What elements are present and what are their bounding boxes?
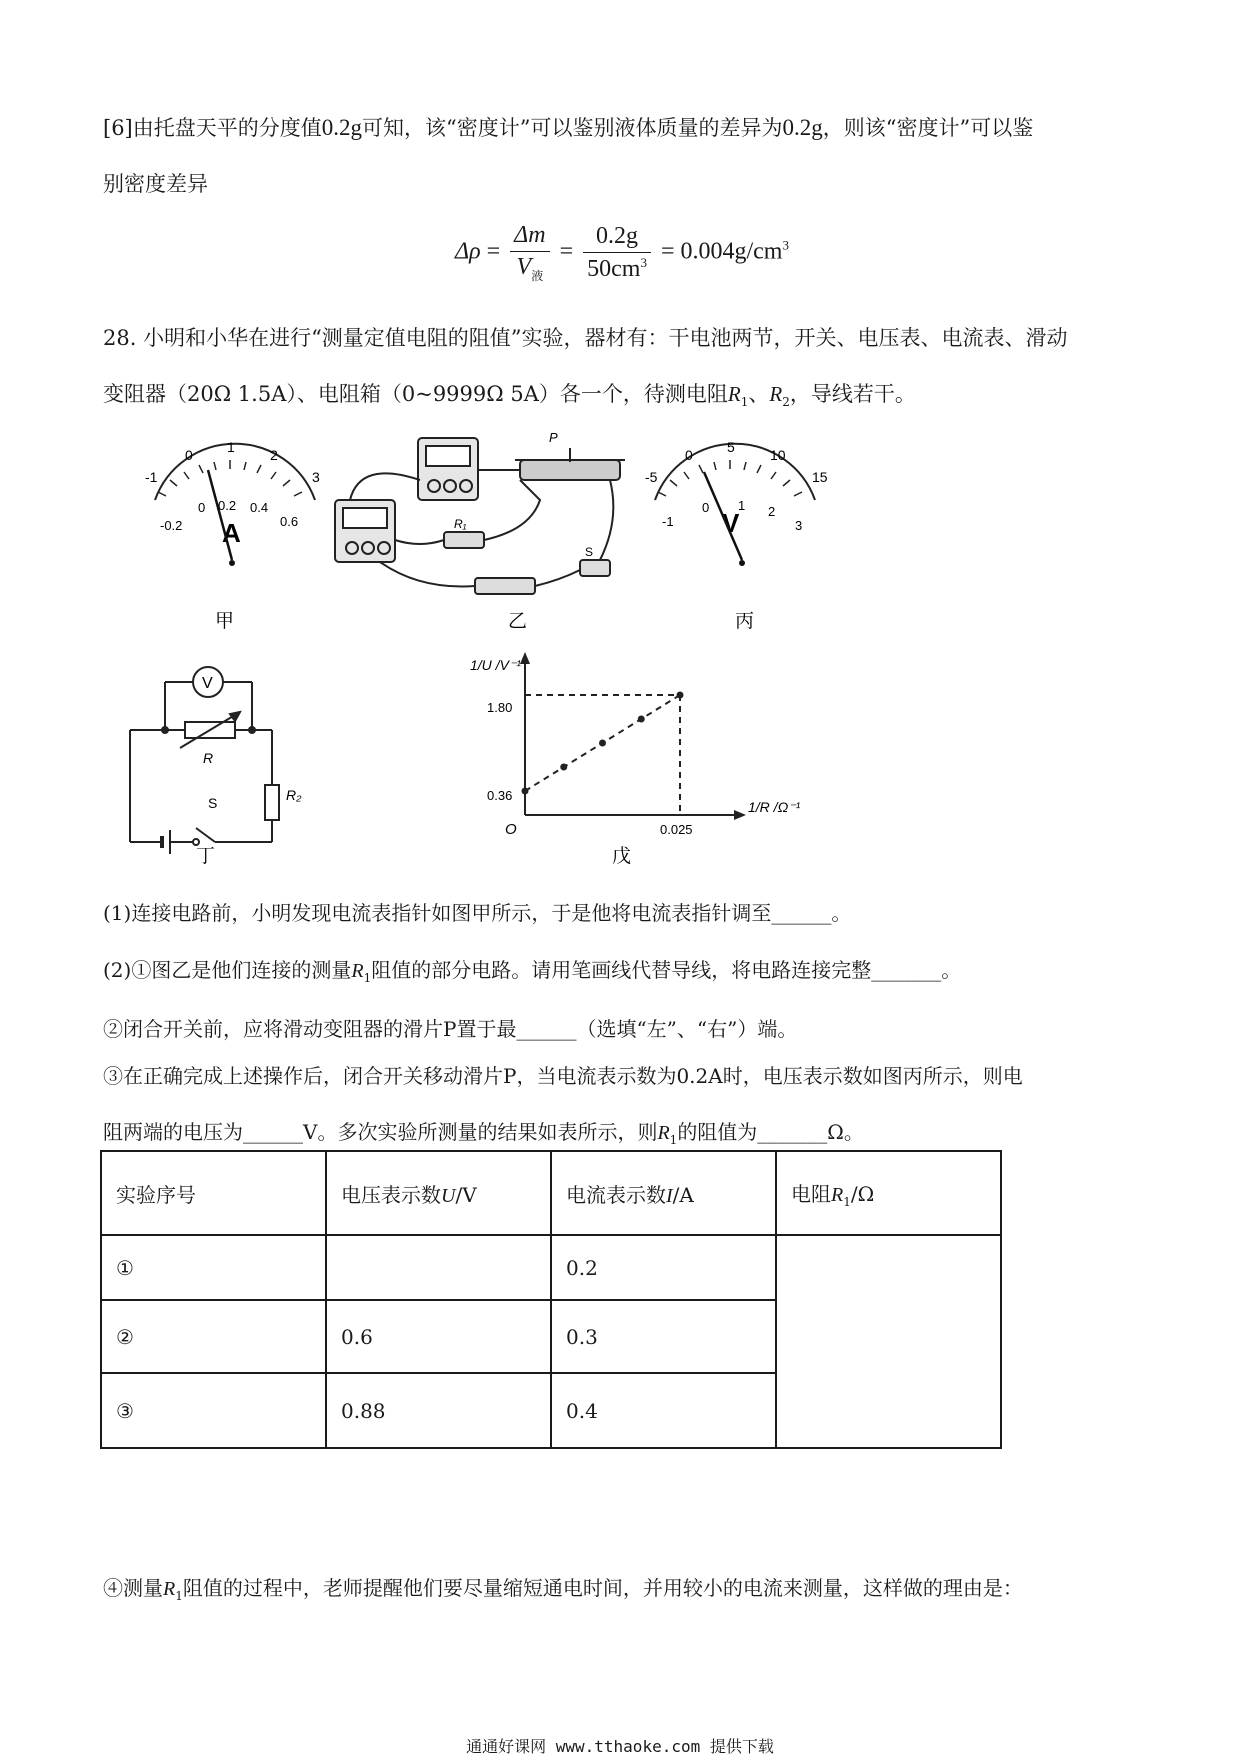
graph-x-label: 1/R /Ω⁻¹ [748, 799, 801, 815]
ammeter-tick-bottom-1: 0 [198, 500, 206, 515]
graph-y-tick-0: 0.36 [487, 788, 513, 803]
figure-label-ding: 丁 [196, 846, 216, 867]
ammeter-pivot [229, 560, 235, 566]
header-index: 实验序号 [101, 1151, 326, 1235]
graph-data-layer [522, 692, 684, 816]
ammeter-tick-bottom-3: 0.4 [250, 500, 269, 515]
graph-x-tick-0: 0.025 [660, 822, 693, 837]
figure-label-wu: 戊 [612, 846, 632, 867]
circuit-photo-figure [335, 438, 625, 594]
header-resistance: 电阻$R_1/\Omega$ [776, 1151, 1001, 1235]
ammeter-tick-top-3: 2 [270, 447, 278, 463]
question-2-4: ④测量$R_1$阻值的过程中，老师提醒他们要尽量缩短通电时间，并用较小的电流来测量，这样做的理由是： [103, 1576, 1023, 1603]
ammeter-tick-bottom-2: 0.2 [218, 498, 237, 513]
voltmeter-tick-top-0: -5 [645, 469, 658, 485]
voltmeter-tick-bottom-4: 3 [795, 518, 803, 533]
voltmeter-tick-bottom-3: 2 [768, 504, 776, 519]
question-2-3-line1: ③在正确完成上述操作后，闭合开关移动滑片P，当电流表示数为0.2A时，电压表示数如图丙所示，则电 [103, 1064, 1023, 1088]
schematic-r-label: R [203, 750, 214, 766]
ammeter-scale-arc [155, 444, 315, 500]
voltmeter-tick-top-1: 0 [685, 447, 693, 463]
graph-data-point-4 [677, 692, 684, 699]
ammeter-tick-bottom-0: -0.2 [160, 518, 183, 533]
footer-download-note: 通通好课网 www.tthaoke.com 提供下载 [466, 1737, 774, 1756]
ammeter-tick-bottom-4: 0.6 [280, 514, 299, 529]
cell-voltage [326, 1235, 551, 1300]
fraction-values: $\frac{0.2g}{50cm^3}$ [583, 223, 651, 283]
ammeter-tick-top-0: -1 [145, 469, 158, 485]
ammeter-tick-top-2: 1 [227, 439, 235, 455]
q28-line2: 变阻器（20Ω 1.5A）、电阻箱（0~9999Ω 5A）各一个，待测电阻$R_1$、$R_2$，导线若干。 [103, 382, 916, 410]
figure-label-bing: 丙 [735, 611, 755, 632]
ammeter-unit-label: A [222, 518, 241, 548]
cell-index: ③ [101, 1373, 326, 1448]
voltmeter-tick-bottom-2: 1 [738, 498, 746, 513]
switch-label: S [585, 545, 594, 559]
question-1: (1)连接电路前，小明发现电流表指针如图甲所示，于是他将电流表指针调至______。 [103, 901, 852, 925]
cell-voltage: 0.6 [326, 1300, 551, 1373]
figure-label-jia: 甲 [215, 611, 235, 632]
header-voltage: 电压表示数U/V [326, 1151, 551, 1235]
cell-current: 0.4 [551, 1373, 776, 1448]
graph-y-tick-1: 1.80 [487, 700, 513, 715]
results-table [100, 1150, 1002, 1449]
voltmeter-tick-bottom-0: -1 [662, 514, 674, 529]
density-formula: Δρ = $\frac{\Delta m}{V_液}$ = $\frac{0.2g}{50cm^3}$ = $0.004g/cm^3$ [455, 222, 789, 283]
graph-origin: O [505, 821, 517, 838]
resistor-r1 [444, 532, 484, 548]
graph-data-point-2 [599, 740, 606, 747]
rheostat-p-label: P [549, 430, 558, 445]
figures [0, 430, 1240, 870]
ammeter-needle [208, 470, 232, 560]
voltmeter-tick-top-2: 5 [727, 439, 735, 455]
table-row [101, 1235, 1001, 1300]
cell-current: 0.2 [551, 1235, 776, 1300]
switch-s [580, 560, 610, 576]
paragraph-6-line1: [6]由托盘天平的分度值0.2g可知，该“密度计”可以鉴别液体质量的差异为0.2g，则该“密度计”可以鉴 [103, 115, 1034, 140]
voltmeter-figure [645, 439, 828, 566]
question-2-3-line2: 阻两端的电压为______V。多次实验所测量的结果如表所示，则$R_1$的阻值为_______Ω。 [103, 1120, 864, 1147]
voltmeter-tick-bottom-1: 0 [702, 500, 710, 515]
question-2-2: ②闭合开关前，应将滑动变阻器的滑片P置于最______（选填“左”、“右”）端。 [103, 1017, 798, 1041]
figure-label-yi: 乙 [508, 611, 528, 632]
graph-data-point-0 [522, 788, 529, 795]
schematic-v-label: V [202, 675, 213, 692]
voltmeter-tick-top-3: 10 [770, 447, 786, 463]
ammeter-tick-top-1: 0 [185, 447, 193, 463]
cell-index: ① [101, 1235, 326, 1300]
voltmeter-scale-arc [655, 444, 815, 500]
r1-label: R₁ [454, 517, 467, 531]
resistor-r2 [265, 785, 279, 820]
value-0.2g-2: 0.2g [782, 115, 823, 140]
value-0.2g: 0.2g [321, 115, 362, 140]
voltmeter-tick-top-4: 15 [812, 469, 828, 485]
voltmeter-pivot [739, 560, 745, 566]
schematic-r2-label: R₂ [286, 787, 302, 803]
voltmeter-unit-label: V [722, 508, 740, 538]
q28-line1: 28. 小明和小华在进行“测量定值电阻的阻值”实验，器材有：干电池两节，开关、电压表、电流表、滑动 [103, 326, 1068, 350]
graph-figure [520, 652, 746, 820]
cell-index: ② [101, 1300, 326, 1373]
cell-voltage: 0.88 [326, 1373, 551, 1448]
header-current: 电流表示数I/A [551, 1151, 776, 1235]
graph-data-point-3 [638, 716, 645, 723]
question-2-1: (2)①图乙是他们连接的测量$R_1$阻值的部分电路。请用笔画线代替导线，将电路连接完整_______。 [103, 958, 962, 985]
paragraph-6-line2: 别密度差异 [103, 172, 208, 196]
graph-y-label: 1/U /V⁻¹ [470, 657, 521, 673]
ammeter-figure [145, 439, 320, 566]
cell-resistance-merged [776, 1235, 1001, 1448]
fraction-dm-v: $\frac{\Delta m}{V_液}$ [510, 222, 549, 284]
schematic-s-label: S [208, 795, 218, 811]
ammeter-tick-top-4: 3 [312, 469, 320, 485]
cell-current: 0.3 [551, 1300, 776, 1373]
rheostat [520, 460, 620, 480]
graph-data-point-1 [560, 764, 567, 771]
table-header-row [101, 1151, 1001, 1235]
batteries [475, 578, 535, 594]
